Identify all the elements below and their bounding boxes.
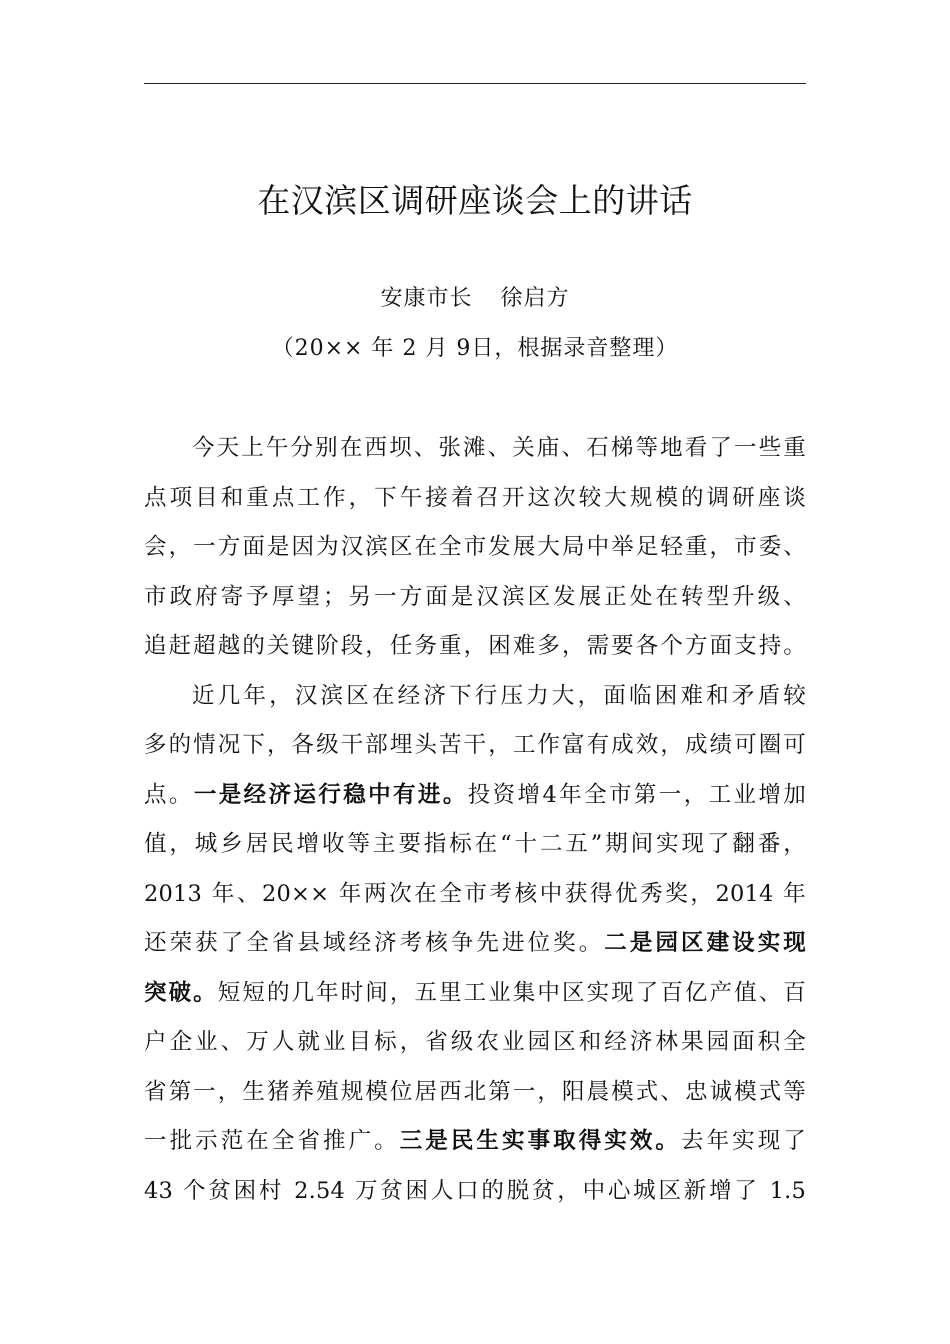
text-run: 点。 <box>144 781 194 808</box>
author-role: 安康市长 <box>380 286 473 311</box>
paragraph-2-line-3 <box>144 771 806 821</box>
paragraph-2-line-2: 多的情况下，各级干部埋头苦干，工作富有成效，成绩可圈可 <box>144 732 806 758</box>
text-run: 一批示范在全省推广。 <box>144 1128 400 1154</box>
paragraph-2-line-7 <box>144 969 806 1019</box>
paragraph-1-line-3: 会，一方面是因为汉滨区在全市发展大局中举足轻重，市委、 <box>144 534 806 560</box>
paragraph-2-line-1: 近几年，汉滨区在经济下行压力大，面临困难和矛盾较 <box>192 682 806 709</box>
key-point-2-end: 突破。 <box>144 979 218 1006</box>
key-point-1: 一是经济运行稳中有进。 <box>193 781 468 808</box>
paragraph-1-line-5: 追赶超越的关键阶段，任务重，困难多，需要各个方面支持。 <box>144 633 806 659</box>
author-line <box>144 282 806 316</box>
key-point-3: 三是民生实事取得实效。 <box>399 1128 681 1154</box>
date-note: （20×× 年 2 月 9日，根据录音整理） <box>271 336 679 361</box>
text-run: 投资增4年全市第一，工业增加 <box>467 781 806 808</box>
paragraph-2-line-10 <box>144 1117 806 1167</box>
text-run: 短短的几年时间，五里工业集中区实现了百亿产值、百 <box>217 979 806 1006</box>
paragraph-1-line-2: 点项目和重点工作，下午接着召开这次较大规模的调研座谈 <box>144 484 806 511</box>
paragraph-2-line-9: 省第一，生猪养殖规模位居西北第一，阳晨模式、忠诚模式等 <box>144 1078 806 1105</box>
author-name: 徐启方 <box>500 286 570 311</box>
paragraph-2-line-11: 43 个贫困村 2.54 万贫困人口的脱贫，中心城区新增了 1.5 <box>144 1177 806 1204</box>
text-run: 还荣获了全省县域经济考核争先进位奖。 <box>144 930 605 956</box>
text-run: 去年实现了 <box>681 1128 806 1154</box>
page-title: 在汉滨区调研座谈会上的讲话 <box>257 181 693 220</box>
key-point-2: 二是园区建设实现 <box>604 930 806 956</box>
paragraph-2-line-4: 值，城乡居民增收等主要指标在“十二五”期间实现了翻番， <box>144 831 806 857</box>
body-text <box>144 424 806 1216</box>
paragraph-1-line-1: 今天上午分别在西坝、张滩、关庙、石梯等地看了一些重 <box>192 435 806 461</box>
paragraph-2-line-6 <box>144 919 806 969</box>
paragraph-2-line-5: 2013 年、20×× 年两次在全市考核中获得优秀奖，2014 年 <box>144 880 806 907</box>
paragraph-1-line-4: 市政府寄予厚望；另一方面是汉滨区发展正处在转型升级、 <box>144 583 806 610</box>
header-rule <box>144 83 806 84</box>
paragraph-2-line-8: 户企业、万人就业目标，省级农业园区和经济林果园面积全 <box>144 1029 806 1055</box>
